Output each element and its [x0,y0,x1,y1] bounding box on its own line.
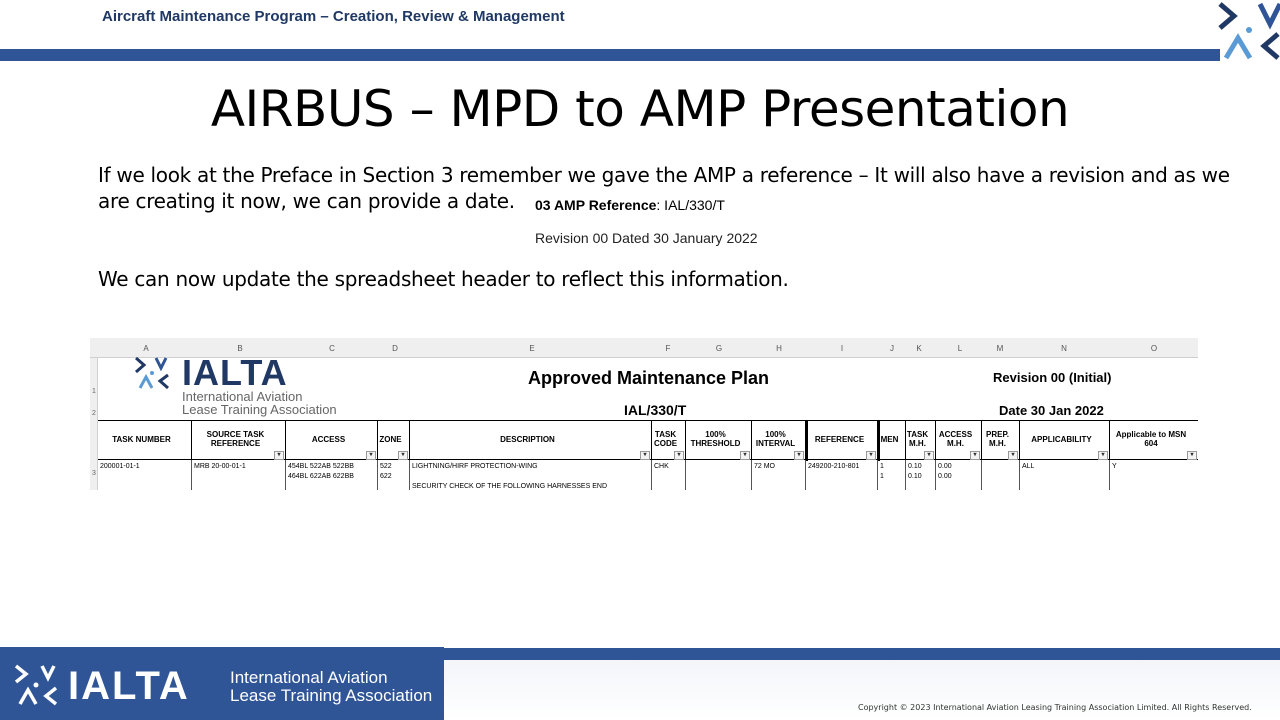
header-cell [1020,421,1110,461]
filter-dropdown-icon[interactable]: ▾ [366,451,376,460]
column-letter: C [329,344,335,353]
cell-applicability[interactable]: ALL [1020,460,1110,490]
table-row[interactable] [98,460,1198,490]
footer-logo-sub-line1: International Aviation [230,668,388,687]
header-label: ACCESS [311,434,346,444]
footer-logo-text: IALTA [68,664,190,708]
sheet-logo-sub-line2: Lease Training Association [182,402,337,417]
header-cell [652,421,686,461]
row-number: 1 [92,388,96,395]
cell-threshold[interactable] [686,460,752,490]
cell-description-line1: LIGHTNING/HIRF PROTECTION-WING [412,463,538,470]
header-label: TASK CODE [653,430,678,448]
header-cell [378,421,410,461]
cell-access-mh[interactable] [936,460,982,490]
header-label: 100% INTERVAL [755,430,796,448]
cell-reference[interactable]: 249200-210-801 [806,460,878,490]
column-letter: K [916,344,922,353]
header-cell [98,421,192,461]
cell-access-line1: 454BL 522AB 522BB [288,463,354,470]
cell-interval[interactable]: 72 MO [752,460,806,490]
header-label: MEN [880,434,899,444]
column-letter: A [143,344,149,353]
revision-line: Revision 00 Dated 30 January 2022 [535,230,758,246]
header-label: PREP. M.H. [986,430,1009,448]
column-letter: I [840,344,844,353]
cell-access-line2: 464BL 622AB 622BB [288,473,354,480]
column-letter: E [529,344,535,353]
sheet-title: Approved Maintenance Plan [528,368,770,388]
sheet-header-row [98,420,1198,460]
filter-dropdown-icon[interactable]: ▾ [866,451,876,460]
header-label: APPLICABILITY [1031,434,1092,444]
header-label: 100% THRESHOLD [690,430,741,448]
header-cell [936,421,982,461]
filter-dropdown-icon[interactable]: ▾ [1008,451,1018,460]
header-label: SOURCE TASK REFERENCE [206,430,265,448]
header-cell [410,421,652,461]
cell-access-mh-line2: 0.00 [938,473,952,480]
footer-ialta-mark-icon [14,664,58,706]
cell-zone[interactable] [378,460,410,490]
cell-men[interactable] [878,460,906,490]
header-title: Aircraft Maintenance Program – Creation, Review & Management [102,8,565,25]
copyright-text: Copyright © 2023 International Aviation Leasing Training Association Limited. All Rights Reserved. [858,703,1252,712]
header-cell [878,421,906,461]
ialta-logo-icon [1216,0,1280,62]
header-cell [286,421,378,461]
filter-dropdown-icon[interactable]: ▾ [1098,451,1108,460]
cell-prep-mh[interactable] [982,460,1020,490]
header-label: TASK NUMBER [112,434,171,444]
sheet-reference: IAL/330/T [624,402,687,418]
filter-dropdown-icon[interactable]: ▾ [640,451,650,460]
header-cell [982,421,1020,461]
column-letter: O [1150,344,1158,353]
cell-task-mh-line2: 0.10 [908,473,922,480]
filter-dropdown-icon[interactable]: ▾ [740,451,750,460]
footer-divider-bar [444,648,1280,660]
column-letter: F [665,344,671,353]
row-number: 2 [92,410,96,417]
header-label: ZONE [379,434,402,444]
filter-dropdown-icon[interactable]: ▾ [924,451,934,460]
row-number-bar [90,358,98,490]
cell-msn[interactable]: Y [1112,463,1117,470]
header-label: REFERENCE [814,434,865,444]
cell-description-line2: SECURITY CHECK OF THE FOLLOWING HARNESSES END [412,483,607,490]
row-number: 3 [92,470,96,477]
header-label: ACCESS M.H. [938,430,973,448]
footer-logo-subtitle [230,669,432,705]
ialta-mark-icon [134,356,170,390]
cell-source[interactable]: MRB 20-00-01-1 [192,460,286,490]
filter-dropdown-icon[interactable]: ▾ [794,451,804,460]
filter-dropdown-icon[interactable]: ▾ [674,451,684,460]
header-label: DESCRIPTION [500,434,555,444]
cell-task-code[interactable]: CHK [652,460,686,490]
filter-dropdown-icon[interactable]: ▾ [970,451,980,460]
sheet-date: Date 30 Jan 2022 [999,403,1104,418]
cell-description[interactable] [410,460,652,490]
column-letter: G [715,344,723,353]
sheet-logo-subtitle [182,390,337,416]
header-cell [906,421,936,461]
slide-title: AIRBUS – MPD to AMP Presentation [210,80,1070,138]
cell-task-number[interactable]: 200001-01-1 [98,460,192,490]
header-cell [192,421,286,461]
sheet-revision: Revision 00 (Initial) [993,370,1112,385]
column-letter: M [996,344,1004,353]
column-letter: N [1061,344,1067,353]
header-label: Applicable to MSN 604 [1115,430,1187,448]
cell-task-mh-line1: 0.10 [908,463,922,470]
sheet-logo-text: IALTA [182,352,288,393]
column-letter: D [392,344,398,353]
cell-zone-line2: 622 [380,473,392,480]
amp-reference-value: : IAL/330/T [656,197,725,213]
header-label: TASK M.H. [906,430,929,448]
column-letter: J [890,344,894,353]
header-cell [1110,421,1198,461]
cell-zone-line1: 522 [380,463,392,470]
filter-dropdown-icon[interactable]: ▾ [274,451,284,460]
footer-logo-sub-line2: Lease Training Association [230,686,433,705]
cell-men-line2: 1 [880,473,884,480]
cell-task-mh[interactable] [906,460,936,490]
cell-access[interactable] [286,460,378,490]
amp-reference-label: 03 AMP Reference [535,197,657,213]
update-paragraph: We can now update the spreadsheet header to reflect this information. [98,267,789,291]
header-divider-bar [0,49,1220,61]
column-letter: L [957,344,963,353]
filter-dropdown-icon[interactable]: ▾ [1187,451,1197,460]
header-cell [686,421,752,461]
amp-reference-line [535,197,725,213]
header-cell [806,421,878,461]
filter-dropdown-icon[interactable]: ▾ [398,451,408,460]
sheet-logo-sub-line1: International Aviation [182,389,303,404]
column-letter: H [776,344,782,353]
column-letter: B [237,344,243,353]
header-cell [752,421,806,461]
cell-access-mh-line1: 0.00 [938,463,952,470]
spreadsheet-excerpt [90,338,1198,490]
cell-men-line1: 1 [880,463,884,470]
intro-paragraph: If we look at the Preface in Section 3 remember we gave the AMP a reference – It will also have a revision and as we are creating it now, we can provide a date. [98,163,1230,213]
